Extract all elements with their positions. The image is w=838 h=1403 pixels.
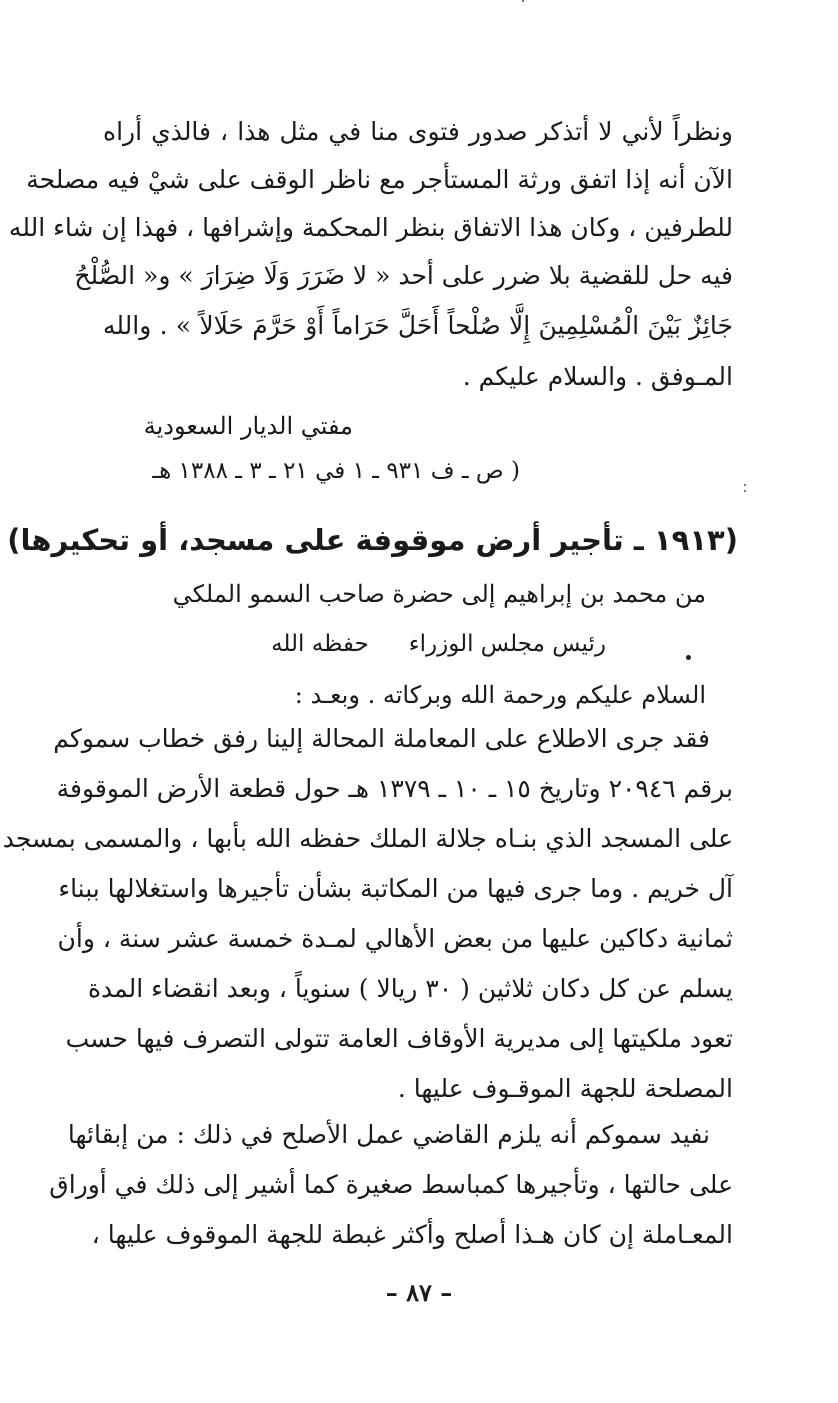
- scan-speck: [744, 490, 746, 492]
- body-line: برقم ٢٠٩٤٦ وتاريخ ١٥ ـ ١٠ ـ ١٣٧٩ هـ حول قطعة الأرض الموقوفة: [56, 774, 733, 803]
- fatwa-signature: مفتي الديار السعودية: [143, 412, 353, 440]
- fatwa-line: جَائِزٌ بَيْنَ الْمُسْلِمِينَ إِلَّا صُلْحاً أَحَلَّ حَرَاماً أَوْ حَرَّمَ حَلَالاً » . والله: [103, 311, 733, 340]
- body-line: تعود ملكيتها إلى مديرية الأوقاف العامة تتولى التصرف فيها حسب: [65, 1024, 733, 1053]
- fatwa-line: ونظراً لأني لا أتذكر صدور فتوى منا في مثل هذا ، فالذي أراه: [103, 117, 733, 146]
- scan-speck: [522, 0, 524, 2]
- recipient-title: رئيس مجلس الوزراء: [408, 631, 606, 657]
- body-line: يسلم عن كل دكان ثلاثين ( ٣٠ ريالا ) سنوياً ، وبعد انقضاء المدة: [87, 974, 733, 1003]
- body-line: ثمانية دكاكين عليها من بعض الأهالي لمـدة خمسة عشر سنة ، وأن: [57, 924, 733, 953]
- body-line: فقد جرى الاطلاع على المعاملة المحالة إلينا رفق خطاب سموكم: [53, 724, 710, 753]
- reply-line: المعـاملة إن كان هـذا أصلح وأكثر غبطة للجهة الموقوف عليها ،: [91, 1220, 733, 1249]
- scan-speck: [744, 484, 746, 486]
- letter-greeting: السلام عليكم ورحمة الله وبركاته . وبعـد :: [294, 681, 706, 709]
- reply-line: على حالتها ، وتأجيرها كمباسط صغيرة كما أشير إلى ذلك في أوراق: [49, 1170, 733, 1199]
- recipient-blessing: حفظه الله: [271, 631, 369, 657]
- fatwa-line: الآن أنه إذا اتفق ورثة المستأجر مع ناظر الوقف على شيْ فيه مصلحة: [26, 165, 733, 194]
- body-line: المصلحة للجهة الموقـوف عليها .: [397, 1074, 733, 1103]
- fatwa-line: المـوفق . والسلام عليكم .: [462, 362, 733, 391]
- section-heading: (١٩١٣ ـ تأجير أرض موقوفة على مسجد، أو تحكيرها): [7, 523, 738, 557]
- letter-from-line: من محمد بن إبراهيم إلى حضرة صاحب السمو الملكي: [172, 580, 706, 608]
- reply-line: نفيد سموكم أنه يلزم القاضي عمل الأصلح في ذلك : من إبقائها: [67, 1120, 710, 1149]
- fatwa-line: فيه حل للقضية بلا ضرر على أحد « لا ضَرَرَ وَلَا ضِرَارَ » و« الصُّلْحُ: [74, 261, 733, 290]
- body-line: آل خريم . وما جرى فيها من المكاتبة بشأن تأجيرها واستغلالها ببناء: [58, 874, 733, 903]
- body-line: على المسجد الذي بنـاه جلالة الملك حفظه الله بأبها ، والمسمى بمسجد: [2, 824, 733, 853]
- fatwa-line: للطرفين ، وكان هذا الاتفاق بنظر المحكمة وإشرافها ، فهذا إن شاء الله: [8, 213, 733, 242]
- fatwa-reference: ( ص ـ ف ٩٣١ ـ ١ في ٢١ ـ ٣ ـ ١٣٨٨ هـ: [152, 458, 520, 484]
- scan-dot: [686, 655, 691, 660]
- page-number: – ٨٧ –: [385, 1278, 453, 1307]
- letter-to-line: [271, 627, 606, 661]
